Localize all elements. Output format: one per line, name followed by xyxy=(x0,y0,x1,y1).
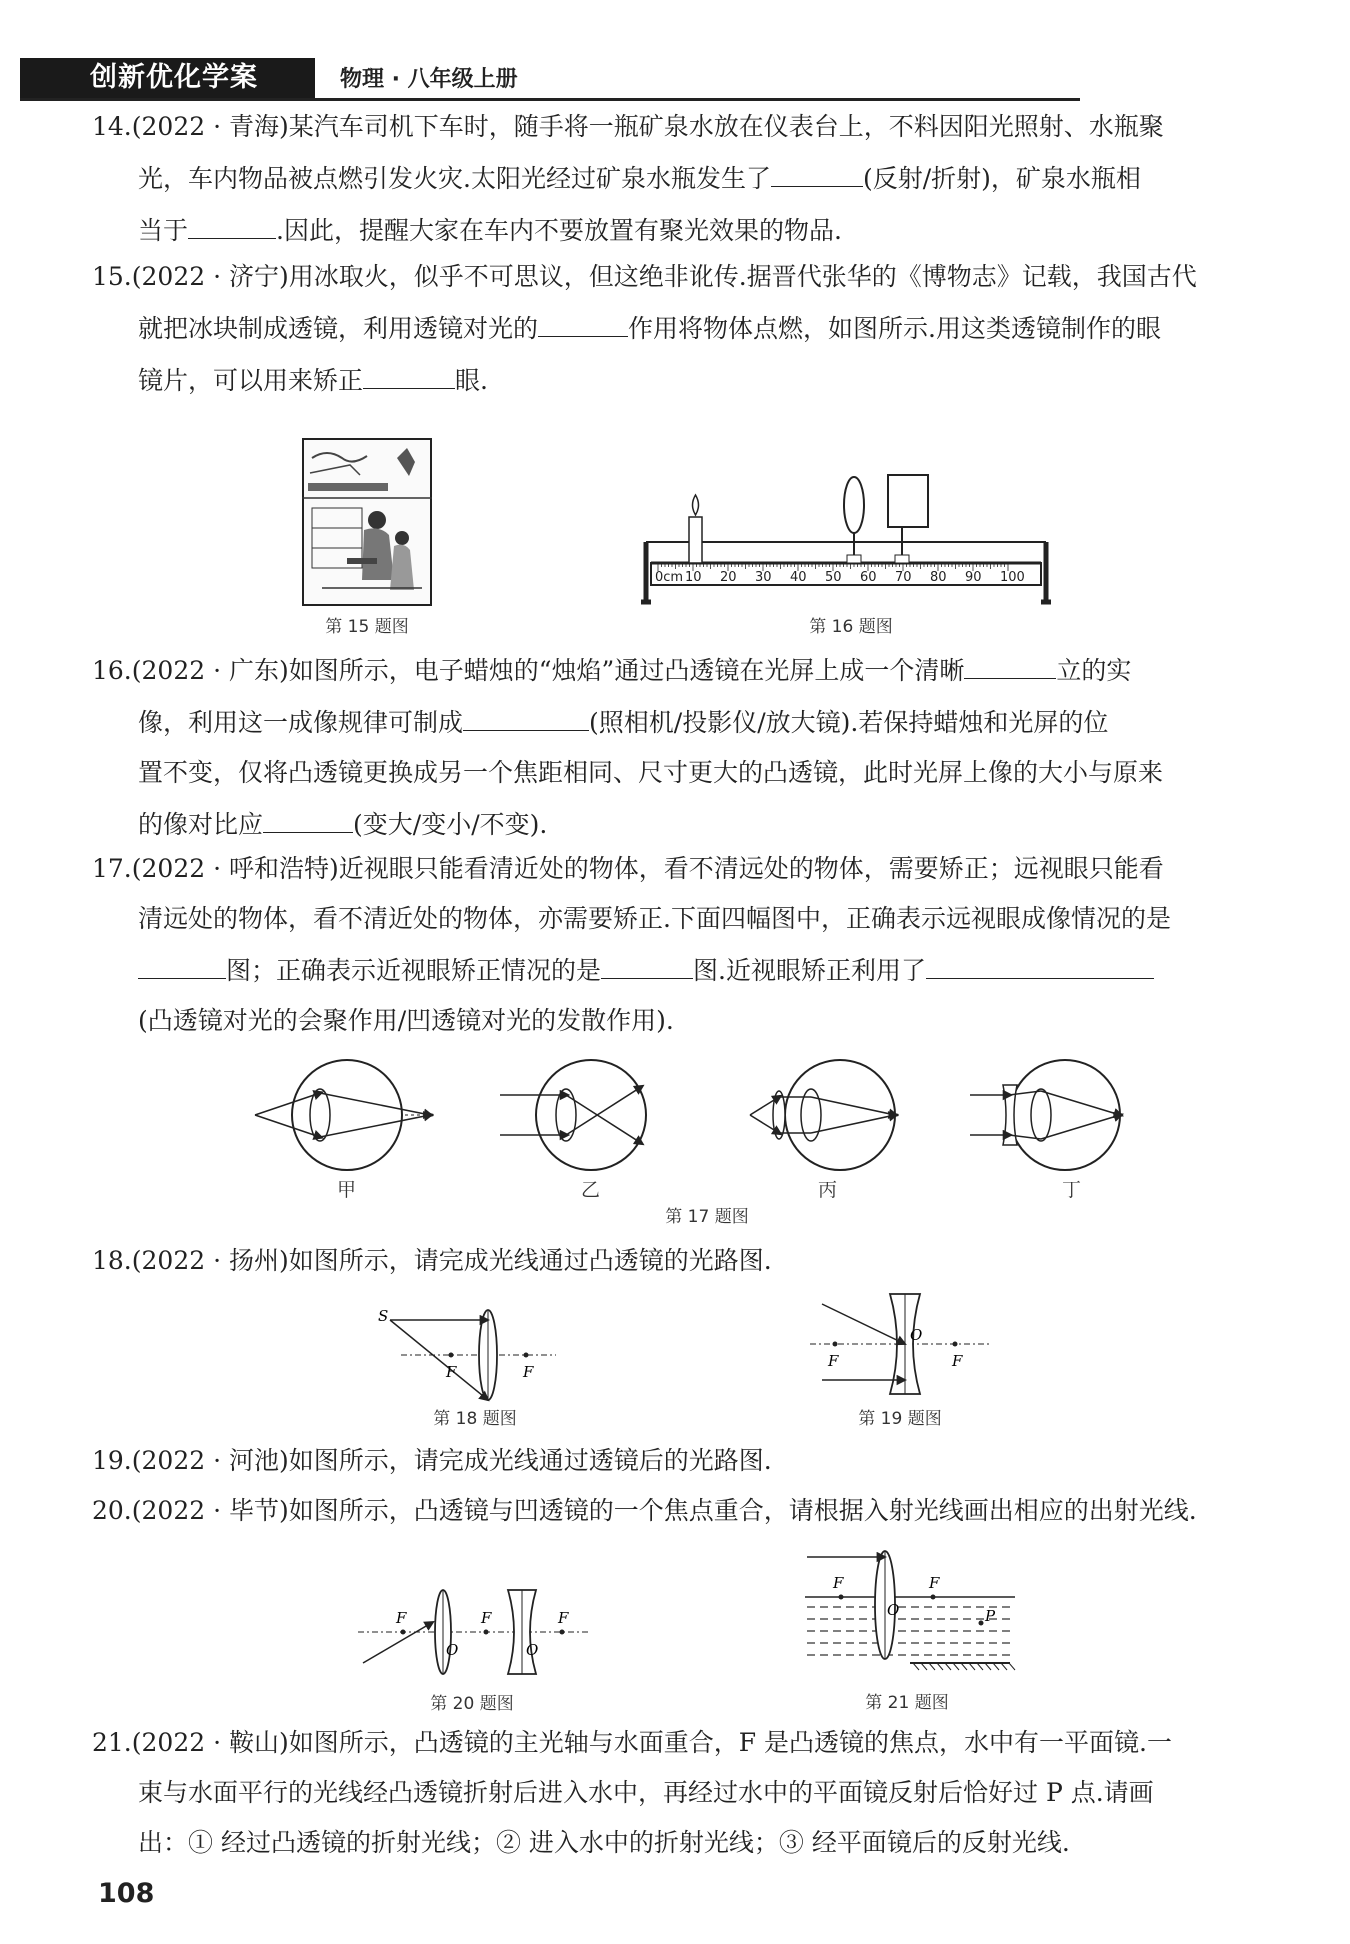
question-17 xyxy=(92,844,1272,1046)
answer-blank[interactable] xyxy=(263,798,353,833)
figure-label-ding: 丁 xyxy=(1062,1179,1082,1201)
mirror-hatch xyxy=(953,1663,959,1670)
mirror-hatch xyxy=(1009,1663,1015,1670)
question-18 xyxy=(92,1236,1272,1286)
point-label-f: F xyxy=(833,1574,844,1592)
point-label-f: F xyxy=(558,1609,569,1627)
question-text: (反射/折射)，矿泉水瓶相 xyxy=(862,164,1141,193)
question-text: 立的实 xyxy=(1056,656,1132,685)
point-label-f: F xyxy=(481,1609,492,1627)
question-source: (2022 · 毕节) xyxy=(131,1496,289,1525)
question-source: (2022 · 鞍山) xyxy=(131,1728,289,1757)
ancient-ice-lens-illustration xyxy=(302,438,432,606)
point-label-f: F xyxy=(523,1363,534,1381)
question-text: 光，车内物品被点燃引发火灾.太阳光经过矿泉水瓶发生了 xyxy=(138,164,771,193)
figure-label-bing: 丙 xyxy=(818,1179,838,1201)
question-text: 如图所示，电子蜡烛的“烛焰”通过凸透镜在光屏上成一个清晰 xyxy=(288,656,965,685)
question-number: 18. xyxy=(92,1246,132,1275)
ruler-label: 20 xyxy=(720,570,737,585)
question-21 xyxy=(92,1718,1272,1868)
concave-lens-ray-diagram-19 xyxy=(810,1290,990,1402)
eye-diagram-jia xyxy=(255,1060,433,1170)
point-label-f: F xyxy=(828,1352,839,1370)
optical-bench-diagram xyxy=(636,475,1056,610)
answer-blank[interactable] xyxy=(926,944,1154,979)
point-label-f: F xyxy=(952,1352,963,1370)
ruler-label: 30 xyxy=(755,570,772,585)
question-text: 像，利用这一成像规律可制成 xyxy=(138,708,464,737)
figure-caption: 第 21 题图 xyxy=(865,1693,949,1713)
question-number: 19. xyxy=(92,1446,132,1475)
figure-label-yi: 乙 xyxy=(581,1179,601,1201)
lens-water-mirror-diagram-21 xyxy=(805,1545,1015,1675)
question-source: (2022 · 济宁) xyxy=(131,262,289,291)
mirror-hatch xyxy=(985,1663,991,1670)
question-text: .因此，提醒大家在车内不要放置有聚光效果的物品. xyxy=(276,216,842,245)
convex-lens-ray-diagram-18 xyxy=(376,1305,566,1405)
figure-label-jia: 甲 xyxy=(337,1179,357,1201)
header-rule xyxy=(20,98,1080,101)
candle-flame xyxy=(693,495,699,515)
figure-caption: 第 20 题图 xyxy=(430,1694,514,1714)
ruler-label: 10 xyxy=(685,570,702,585)
mirror-hatch xyxy=(929,1663,935,1670)
light-screen xyxy=(888,475,928,527)
answer-blank[interactable] xyxy=(601,944,693,979)
page-number: 108 xyxy=(98,1878,155,1909)
ruler-label: 0cm xyxy=(655,570,684,585)
answer-blank[interactable] xyxy=(964,644,1056,679)
question-number: 21. xyxy=(92,1728,132,1757)
mirror-hatch xyxy=(921,1663,927,1670)
question-text: 如图所示，凸透镜的主光轴与水面重合，F 是凸透镜的焦点，水中有一平面镜.一 xyxy=(288,1728,1172,1757)
question-text: 作用将物体点燃，如图所示.用这类透镜制作的眼 xyxy=(628,314,1161,343)
question-text: 眼. xyxy=(455,366,488,395)
question-16 xyxy=(92,644,1272,850)
point-label-o: O xyxy=(910,1326,923,1344)
eye-diagrams xyxy=(255,1055,1155,1185)
subject-title: 物理 · 八年级上册 xyxy=(340,67,518,92)
question-number: 14. xyxy=(92,112,132,141)
point-label-f: F xyxy=(446,1363,457,1381)
point-label-o: O xyxy=(446,1641,459,1659)
question-text: 镜片，可以用来矫正 xyxy=(138,366,364,395)
question-text: (变大/变小/不变). xyxy=(353,810,548,839)
figure-caption: 第 19 题图 xyxy=(858,1409,942,1429)
answer-blank[interactable] xyxy=(538,302,628,337)
convex-lens xyxy=(844,477,864,533)
figure-caption: 第 15 题图 xyxy=(325,617,409,637)
question-15 xyxy=(92,252,1272,406)
point-label-p: P xyxy=(985,1607,996,1625)
question-number: 16. xyxy=(92,656,132,685)
answer-blank[interactable] xyxy=(138,944,226,979)
question-text: 的像对比应 xyxy=(138,810,264,839)
question-text: 置不变，仅将凸透镜更换成另一个焦距相同、尺寸更大的凸透镜，此时光屏上像的大小与原来 xyxy=(138,758,1164,787)
figure-caption: 第 17 题图 xyxy=(665,1207,749,1227)
series-title: 创新优化学案 xyxy=(90,62,258,93)
mirror-hatch xyxy=(977,1663,983,1670)
candle xyxy=(689,517,702,563)
mirror-hatch xyxy=(945,1663,951,1670)
question-number: 17. xyxy=(92,854,132,883)
eye-diagram-ding xyxy=(970,1060,1120,1170)
question-source: (2022 · 呼和浩特) xyxy=(131,854,339,883)
ruler-label: 40 xyxy=(790,570,807,585)
question-text: 图；正确表示近视眼矫正情况的是 xyxy=(226,956,602,985)
point-label-o: O xyxy=(526,1641,539,1659)
point-label-f: F xyxy=(396,1609,407,1627)
mirror-hatch xyxy=(969,1663,975,1670)
answer-blank[interactable] xyxy=(463,696,589,731)
ruler-label: 100 xyxy=(1000,570,1025,585)
question-text: 图.近视眼矫正利用了 xyxy=(693,956,926,985)
eye-diagram-bing xyxy=(750,1060,895,1170)
question-text: 如图所示，请完成光线通过凸透镜的光路图. xyxy=(288,1246,772,1275)
mirror-hatch xyxy=(937,1663,943,1670)
figure-caption: 第 18 题图 xyxy=(433,1409,517,1429)
mirror-hatch xyxy=(1001,1663,1007,1670)
mirror-hatch xyxy=(961,1663,967,1670)
ruler-label: 70 xyxy=(895,570,912,585)
question-number: 15. xyxy=(92,262,132,291)
question-text: 当于 xyxy=(138,216,189,245)
ruler-label: 50 xyxy=(825,570,842,585)
question-text: 清远处的物体，看不清近处的物体，亦需要矫正.下面四幅图中，正确表示远视眼成像情况的是 xyxy=(138,904,1171,933)
question-text: (凸透镜对光的会聚作用/凹透镜对光的发散作用). xyxy=(138,1006,674,1035)
question-source: (2022 · 广东) xyxy=(131,656,289,685)
answer-blank[interactable] xyxy=(188,204,276,239)
ruler-label: 80 xyxy=(930,570,947,585)
lens-combination-diagram-20 xyxy=(358,1585,588,1680)
question-text: (照相机/投影仪/放大镜).若保持蜡烛和光屏的位 xyxy=(589,708,1109,737)
mirror-hatch xyxy=(993,1663,999,1670)
question-text: 如图所示，凸透镜与凹透镜的一个焦点重合，请根据入射光线画出相应的出射光线. xyxy=(288,1496,1197,1525)
question-number: 20. xyxy=(92,1496,132,1525)
eye-diagram-yi xyxy=(500,1060,646,1170)
point-label-f: F xyxy=(929,1574,940,1592)
point-label-s: S xyxy=(378,1307,389,1325)
ruler-label: 90 xyxy=(965,570,982,585)
question-text: 用冰取火，似乎不可思议，但这绝非讹传.据晋代张华的《博物志》记载，我国古代 xyxy=(288,262,1197,291)
ruler-label: 60 xyxy=(860,570,877,585)
question-text: 束与水面平行的光线经凸透镜折射后进入水中，再经过水中的平面镜反射后恰好过 P 点.请画 xyxy=(138,1778,1154,1807)
question-source: (2022 · 扬州) xyxy=(131,1246,289,1275)
question-text: 如图所示，请完成光线通过透镜后的光路图. xyxy=(288,1446,772,1475)
question-source: (2022 · 青海) xyxy=(131,112,289,141)
question-19 xyxy=(92,1436,1272,1486)
question-text: 近视眼只能看清近处的物体，看不清远处的物体，需要矫正；远视眼只能看 xyxy=(338,854,1164,883)
question-20 xyxy=(92,1486,1272,1536)
point-label-o: O xyxy=(887,1601,900,1619)
question-14 xyxy=(92,102,1272,256)
figure-caption: 第 16 题图 xyxy=(809,617,893,637)
mirror-hatch xyxy=(913,1663,919,1670)
question-text: 就把冰块制成透镜，利用透镜对光的 xyxy=(138,314,539,343)
question-text: 某汽车司机下车时，随手将一瓶矿泉水放在仪表台上，不料因阳光照射、水瓶聚 xyxy=(288,112,1164,141)
question-text: 出：① 经过凸透镜的折射光线；② 进入水中的折射光线；③ 经平面镜后的反射光线. xyxy=(138,1828,1070,1857)
question-source: (2022 · 河池) xyxy=(131,1446,289,1475)
answer-blank[interactable] xyxy=(363,354,455,389)
answer-blank[interactable] xyxy=(771,152,863,187)
